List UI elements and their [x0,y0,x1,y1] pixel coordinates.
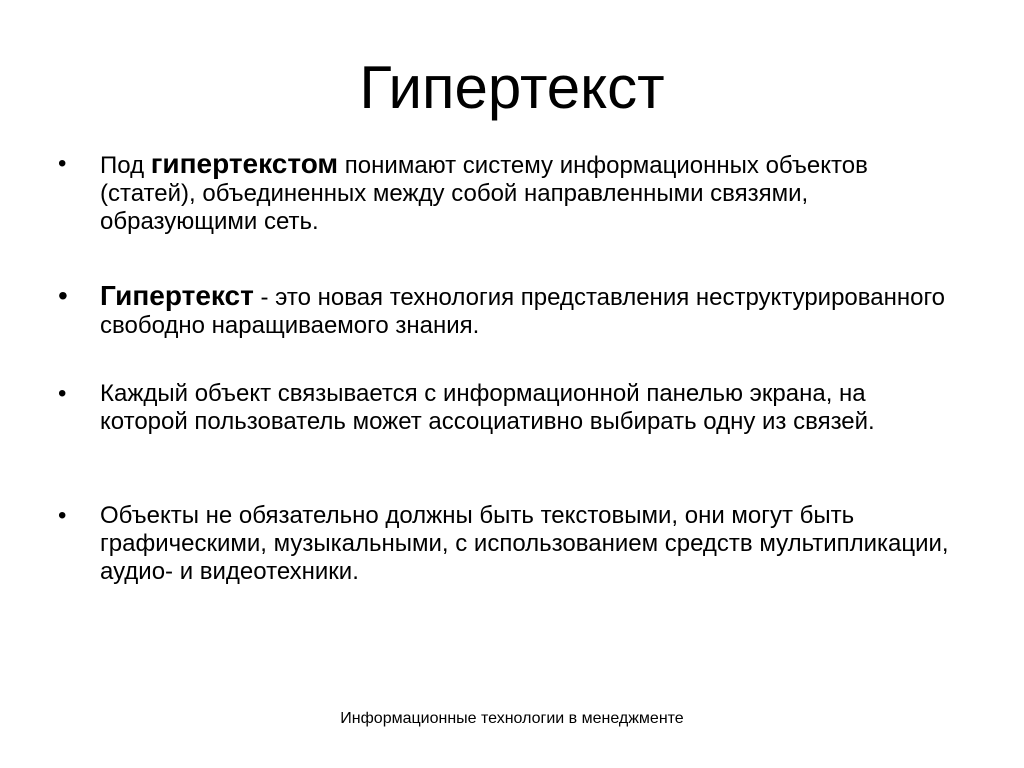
bullet-marker: • [58,280,68,311]
bullet-text [100,150,960,236]
bullet-marker: • [58,150,67,177]
bullet-rest: - это новая технология представления неструктурированного свободно наращиваемого знания. [100,284,946,339]
bullet-term: гипертекстом [150,148,339,179]
bullet-prefix: Под [100,152,151,179]
bullet-text: Каждый объект связывается с информационной панелью экрана, на которой пользователь может ассоциативно выбирать одну из связей. [100,380,875,435]
bullet-marker: • [58,380,67,407]
bullet-rest: понимают систему информационных объектов (статей), объединенных между собой направленными связями, образующими сеть. [100,152,868,235]
slide-footer: Информационные технологии в менеджменте [340,710,684,727]
bullet-text: Объекты не обязательно должны быть текстовыми, они могут быть графическими, музыкальными, с использованием средств мультипликации, аудио- и видеотехники. [100,502,949,585]
bullet-term: Гипертекст [100,280,254,311]
slide-title: Гипертекст [359,54,665,121]
bullet-marker: • [58,502,67,529]
bullet-text [100,282,960,340]
